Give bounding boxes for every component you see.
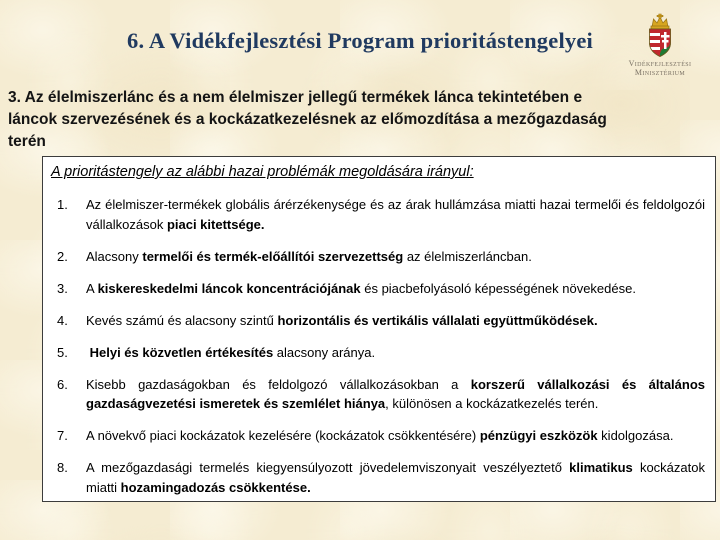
coat-of-arms-icon [645,12,675,58]
panel-lead: A prioritástengely az alábbi hazai problémák megoldására irányul: [51,164,474,180]
ministry-logo [612,12,708,77]
list-item [51,311,705,331]
item-text: A mezőgazdasági termelés kiegyensúlyozott jövedelemviszonyait veszélyeztető klimatikus kockázatok miatti hozamingadozás csökkentése. [86,460,705,495]
page-title: 6. A Vidékfejlesztési Program prioritástengelyei [127,28,593,53]
item-text: A kiskereskedelmi láncok koncentrációjának és piacbefolyásoló képességének növekedése. [86,280,636,296]
list-item [51,247,705,267]
list-item [51,375,705,414]
item-number: 7. [57,428,68,443]
ministry-name-line1: Vidékfejlesztési [628,59,692,68]
item-number: 5. [57,344,68,360]
item-text: Kevés számú és alacsony szintű horizontális és vertikális vállalati együttműködések. [86,312,598,328]
ministry-name [612,60,708,77]
item-number: 4. [57,312,68,328]
item-text: Helyi és közvetlen értékesítés alacsony aránya. [89,344,376,360]
list-item [51,279,705,299]
item-text: Kisebb gazdaságokban és feldolgozó vállalkozásokban a korszerű vállalkozási és általános gazdaságvezetési ismeretek és szemlélet hiánya, különösen a kockázatkezelés terén. [86,376,706,411]
item-text: Az élelmiszer-termékek globális árérzékenysége és az árak hullámzása miatti hazai termelői és feldolgozói vállalkozások piaci kitettsége. [86,197,705,232]
item-text: Alacsony termelői és termék-előállítói szervezettség az élelmiszerláncban. [86,248,532,264]
section-heading [8,87,714,153]
problem-list [51,195,705,497]
section-heading-line2: láncok szervezésének és a kockázatkezelésnek az előmozdítása a mezőgazdaság [8,111,607,128]
item-text: A növekvő piaci kockázatok kezelésére (kockázatok csökkentésére) pénzügyi eszközök kidolgozása. [86,428,674,443]
item-number: 2. [57,248,68,264]
list-item [51,195,705,234]
item-number: 8. [57,460,68,475]
list-item [51,426,705,446]
item-number: 1. [57,197,68,212]
list-item [51,343,705,363]
section-heading-line3: terén [8,133,46,150]
item-number: 6. [57,376,68,392]
problems-panel [42,156,716,502]
item-number: 3. [57,280,68,296]
section-heading-line1: 3. Az élelmiszerlánc és a nem élelmiszer jellegű termékek lánca tekintetében e [8,89,583,106]
ministry-name-line2: Minisztérium [634,67,686,77]
list-item [51,458,705,497]
